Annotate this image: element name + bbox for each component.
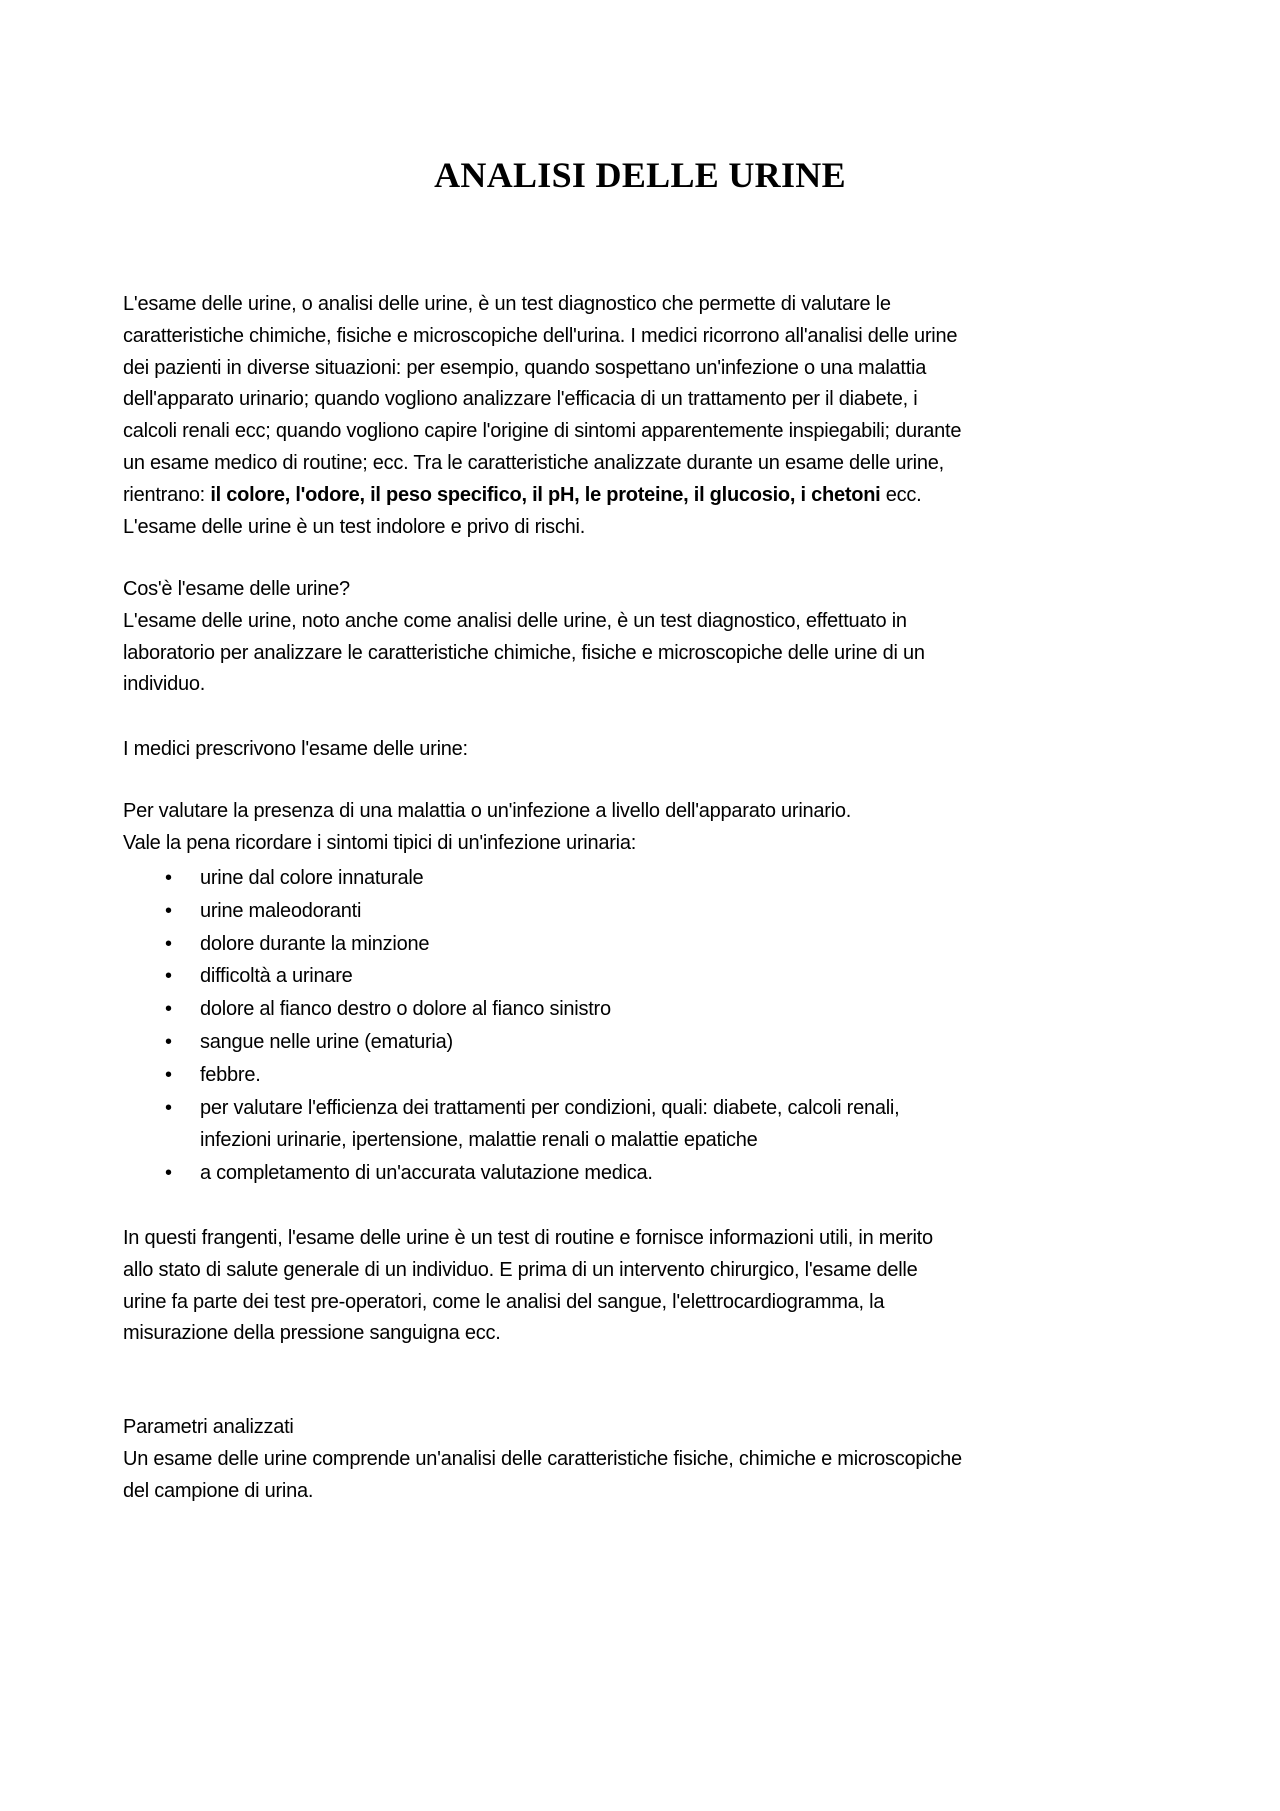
text-line: Per valutare la presenza di una malattia o un'infezione a livello dell'apparato urinario.: [123, 800, 852, 822]
list-item-text: febbre.: [200, 1063, 261, 1086]
text-line: I medici prescrivono l'esame delle urine:: [123, 738, 468, 760]
text-line: L'esame delle urine, noto anche come analisi delle urine, è un test diagnostico, effettuato in: [123, 609, 907, 632]
text: ecc.: [880, 483, 922, 506]
text-line: del campione di urina.: [123, 1479, 314, 1502]
symptom-list: [123, 862, 899, 1190]
bullet-icon: •: [165, 1030, 172, 1053]
text-line: laboratorio per analizzare le caratteristiche chimiche, fisiche e microscopiche delle urine di un: [123, 641, 925, 664]
section-heading: Parametri analizzati: [123, 1416, 294, 1438]
bullet-icon: •: [165, 899, 172, 922]
text-line: [123, 480, 961, 512]
list-item-text: urine maleodoranti: [200, 899, 362, 922]
list-item-text: dolore al fianco destro o dolore al fianco sinistro: [200, 998, 611, 1021]
text-line: In questi frangenti, l'esame delle urine è un test di routine e fornisce informazioni utili, in merito: [123, 1227, 933, 1249]
list-item-text: sangue nelle urine (ematuria): [200, 1030, 453, 1053]
intro-paragraph: [123, 289, 961, 543]
bold-parameters: il colore, l'odore, il peso specifico, il pH, le proteine, il glucosio, i chetoni: [210, 483, 881, 506]
text-line: dell'apparato urinario; quando vogliono analizzare l'efficacia di un trattamento per il diabete, i: [123, 388, 918, 411]
section-what-is: [123, 574, 925, 701]
text-line: un esame medico di routine; ecc. Tra le caratteristiche analizzate durante un esame delle urine,: [123, 451, 944, 474]
document-title: ANALISI DELLE URINE: [434, 155, 846, 195]
text-line: allo stato di salute generale di un individuo. E prima di un intervento chirurgico, l'esame delle: [123, 1258, 918, 1281]
list-item: [123, 895, 899, 928]
bullet-icon: •: [165, 932, 172, 955]
text-line: caratteristiche chimiche, fisiche e microscopiche dell'urina. I medici ricorrono all'analisi delle urine: [123, 324, 958, 347]
text-line: individuo.: [123, 673, 206, 696]
bullet-icon: •: [165, 965, 172, 988]
text-line: calcoli renali ecc; quando vogliono capire l'origine di sintomi apparentemente inspiegabili; durante: [123, 420, 962, 443]
list-item-text: infezioni urinarie, ipertensione, malattie renali o malattie epatiche: [200, 1129, 758, 1152]
list-item-text: urine dal colore innaturale: [200, 867, 424, 889]
text-line: Un esame delle urine comprende un'analisi delle caratteristiche fisiche, chimiche e microscopiche: [123, 1447, 962, 1470]
bullet-icon: •: [165, 1096, 172, 1119]
bullet-icon: •: [165, 1162, 172, 1185]
list-item: [123, 960, 899, 993]
bullet-icon: •: [165, 998, 172, 1021]
list-item-text: per valutare l'efficienza dei trattamenti per condizioni, quali: diabete, calcoli renali,: [200, 1096, 900, 1119]
list-item: [123, 862, 899, 895]
list-item: [123, 1157, 899, 1190]
evaluate-paragraph: [123, 796, 851, 860]
list-item-text: difficoltà a urinare: [200, 965, 353, 988]
list-item: [123, 1026, 899, 1059]
list-item: [123, 1059, 899, 1092]
parameters-section: [123, 1412, 962, 1507]
text: rientrano:: [123, 483, 211, 506]
routine-paragraph: [123, 1223, 933, 1350]
prescribe-line: [123, 734, 468, 766]
text-line: dei pazienti in diverse situazioni: per esempio, quando sospettano un'infezione o una malattia: [123, 356, 927, 379]
list-item: [123, 1092, 899, 1158]
section-heading: Cos'è l'esame delle urine?: [123, 578, 350, 600]
list-item-text: dolore durante la minzione: [200, 932, 430, 955]
text-line: misurazione della pressione sanguigna ecc.: [123, 1322, 501, 1345]
bullet-icon: •: [165, 867, 172, 889]
list-item: [123, 928, 899, 961]
bullet-icon: •: [165, 1063, 172, 1086]
text-line: Vale la pena ricordare i sintomi tipici di un'infezione urinaria:: [123, 831, 637, 854]
text-line: L'esame delle urine, o analisi delle urine, è un test diagnostico che permette di valutare le: [123, 293, 891, 315]
text-line: urine fa parte dei test pre-operatori, come le analisi del sangue, l'elettrocardiogramma, la: [123, 1290, 885, 1313]
text-line: L'esame delle urine è un test indolore e privo di rischi.: [123, 515, 586, 538]
list-item: [123, 993, 899, 1026]
list-item-text: a completamento di un'accurata valutazione medica.: [200, 1162, 653, 1185]
